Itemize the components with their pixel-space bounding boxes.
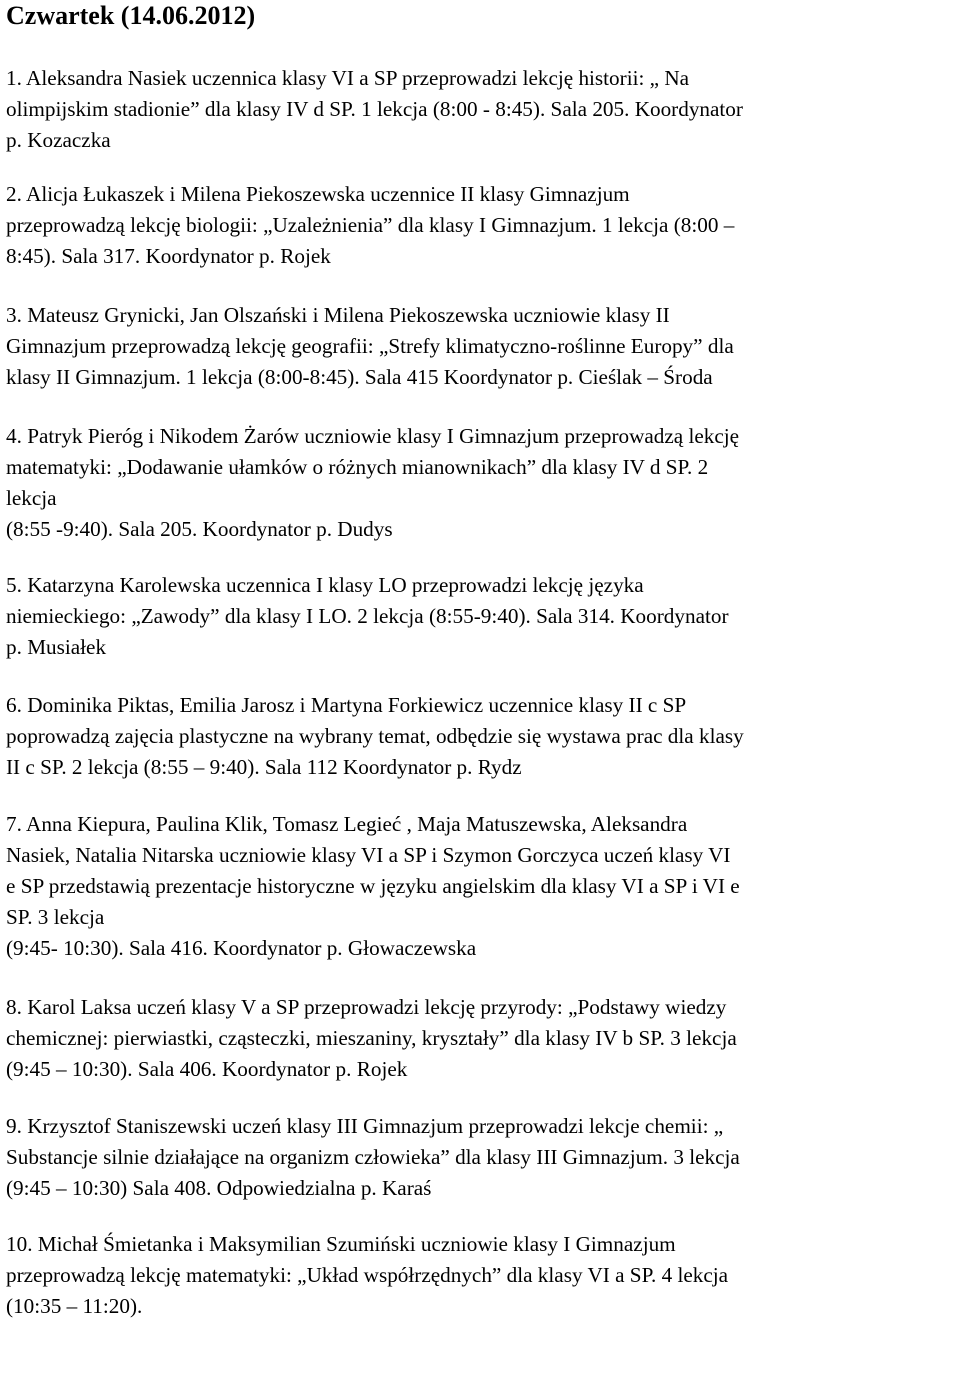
list-item: 9. Krzysztof Staniszewski uczeń klasy III Gimnazjum przeprowadzi lekcje chemii: „ Substancje silnie działające na organizm człowieka” dla klasy III Gimnazjum. 3 lekcja (9:45 – 10:30) Sala 408. Odpowiedzialna p. Karaś: [6, 1114, 740, 1200]
list-item: 5. Katarzyna Karolewska uczennica I klasy LO przeprowadzi lekcję języka niemieckiego: „Zawody” dla klasy I LO. 2 lekcja (8:55-9:40). Sala 314. Koordynator p. Musiałek: [6, 573, 729, 659]
list-item: 2. Alicja Łukaszek i Milena Piekoszewska uczennice II klasy Gimnazjum przeprowadzą lekcję biologii: „Uzależnienia” dla klasy I Gimnazjum. 1 lekcja (8:00 – 8:45). Sala 317. Koordynator p. Rojek: [6, 182, 735, 268]
list-item: 10. Michał Śmietanka i Maksymilian Szumiński uczniowie klasy I Gimnazjum przeprowadzą lekcję matematyki: „Układ współrzędnych” dla klasy VI a SP. 4 lekcja (10:35 – 11:20).: [6, 1232, 729, 1318]
list-item: 4. Patryk Pieróg i Nikodem Żarów uczniowie klasy I Gimnazjum przeprowadzą lekcję matematyki: „Dodawanie ułamków o różnych mianownikach” dla klasy IV d SP. 2 lekcja (8:55 -9:40). Sala 205. Koordynator p. Dudys: [6, 424, 740, 541]
page-title: Czwartek (14.06.2012): [6, 1, 256, 30]
list-item: 3. Mateusz Grynicki, Jan Olszański i Milena Piekoszewska uczniowie klasy II Gimnazjum przeprowadzą lekcję geografii: „Strefy klimatyczno-roślinne Europy” dla klasy II Gimnazjum. 1 lekcja (8:00-8:45). Sala 415 Koordynator p. Cieślak – Środa: [6, 303, 734, 389]
list-item: 7. Anna Kiepura, Paulina Klik, Tomasz Legieć , Maja Matuszewska, Aleksandra Nasiek, Natalia Nitarska uczniowie klasy VI a SP i Szymon Gorczyca uczeń klasy VI e SP przedstawią prezentacje historyczne w języku angielskim dla klasy VI a SP i VI e SP. 3 lekcja (9:45- 10:30). Sala 416. Koordynator p. Głowaczewska: [6, 812, 740, 960]
document-page: [6, 0, 954, 1322]
list-item: 6. Dominika Piktas, Emilia Jarosz i Martyna Forkiewicz uczennice klasy II c SP poprowadzą zajęcia plastyczne na wybrany temat, odbędzie się wystawa prac dla klasy II c SP. 2 lekcja (8:55 – 9:40). Sala 112 Koordynator p. Rydz: [6, 693, 744, 779]
list-item: 1. Aleksandra Nasiek uczennica klasy VI a SP przeprowadzi lekcję historii: „ Na olimpijskim stadionie” dla klasy IV d SP. 1 lekcja (8:00 - 8:45). Sala 205. Koordynator p. Kozaczka: [6, 66, 743, 152]
list-item: 8. Karol Laksa uczeń klasy V a SP przeprowadzi lekcję przyrody: „Podstawy wiedzy chemicznej: pierwiastki, cząsteczki, mieszaniny, kryształy” dla klasy IV b SP. 3 lekcja (9:45 – 10:30). Sala 406. Koordynator p. Rojek: [6, 995, 737, 1081]
